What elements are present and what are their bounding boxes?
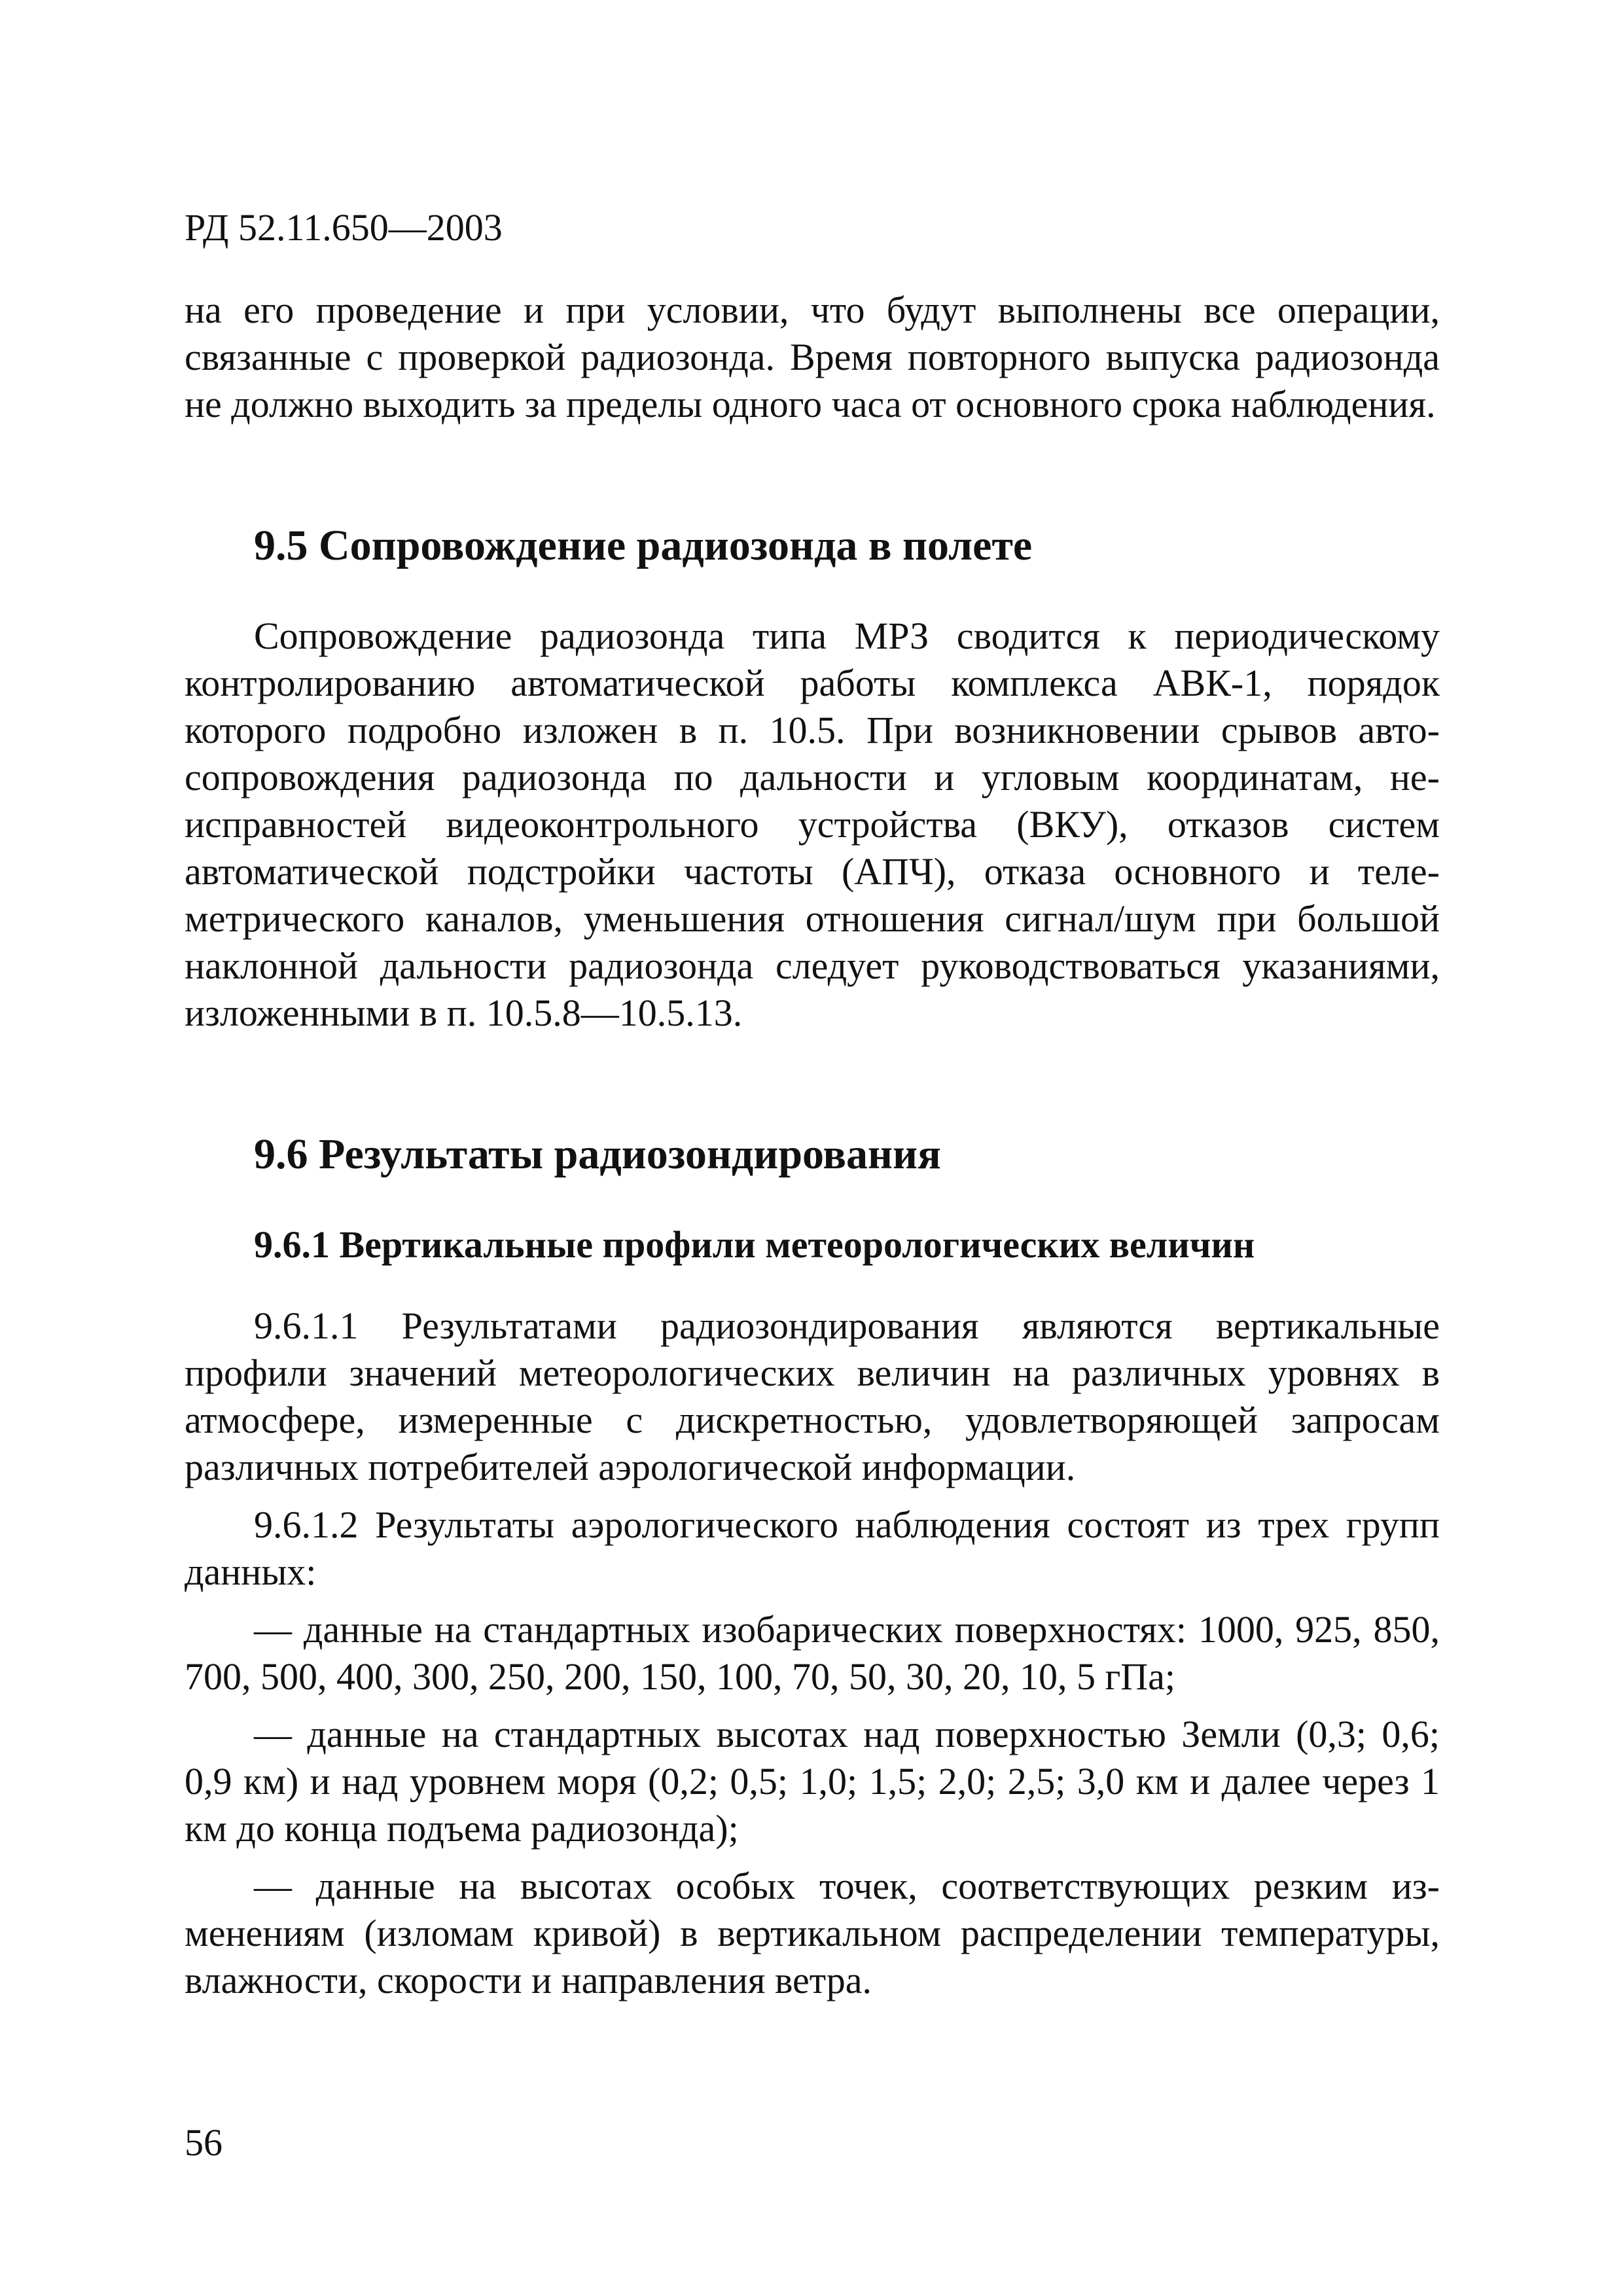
section-heading-9-5: 9.5 Сопровождение радиозонда в полете	[254, 522, 1033, 569]
page-number: 56	[185, 2121, 223, 2164]
section-9-5-paragraph: Сопровождение радиозонда типа МРЗ сводится к периодическому контролированию автоматической работы комплекса АВК-1, порядок которого подробно изложен в п. 10.5. При возникновении срывов автосопровождения радиозонда по дальности и угловым координатам, неисправностей видеоконтрольного устройства (ВКУ), отказов систем автоматической подстройки частоты (АПЧ), отказа основного и телеметрического каналов, уменьшения отношения сигнал/шум при большой наклонной дальности радиозонда следует руководствоваться указаниями, изложенными в п. 10.5.8—10.5.13.	[185, 615, 1440, 1034]
paragraph-9-6-1-2: 9.6.1.2 Результаты аэрологического наблюдения состоят из трех групп данных:	[185, 1503, 1440, 1593]
page-content	[185, 287, 1440, 2004]
list-item-standard-heights: — данные на стандартных высотах над поверхностью Земли (0,3; 0,6; 0,9 км) и над уровнем моря (0,2; 0,5; 1,0; 1,5; 2,0; 2,5; 3,0 км и далее через 1 км до конца подъема радиозонда);	[185, 1713, 1440, 1850]
list-item-isobaric-surfaces: — данные на стандартных изобарических поверхностях: 1000, 925, 850, 700, 500, 400, 300, 250, 200, 150, 100, 70, 50, 30, 20, 10, 5 гПа;	[185, 1608, 1440, 1698]
continuation-paragraph: на его проведение и при условии, что будут выполнены все операции, связанные с проверкой радиозонда. Время повторного выпуска радиозонда не должно выходить за пределы одного часа от основного срока наблюдения.	[185, 289, 1440, 425]
paragraph-9-6-1-1: 9.6.1.1 Результатами радиозондирования являются вертикальные профили значений метеорологических величин на различных уровнях в атмосфере, измеренные с дискретностью, удовлетворяющей запросам различных потребителей аэрологической информации.	[185, 1304, 1440, 1488]
subsection-heading-9-6-1: 9.6.1 Вертикальные профили метеорологических величин	[254, 1223, 1255, 1266]
running-header-document-code: РД 52.11.650—2003	[185, 206, 503, 249]
section-heading-9-6: 9.6 Результаты радиозондирования	[254, 1130, 941, 1178]
list-item-significant-points: — данные на высотах особых точек, соответствующих резким изменениям (изломам кривой) в вертикальном распределении температуры, влажности, скорости и направления ветра.	[185, 1865, 1440, 2001]
